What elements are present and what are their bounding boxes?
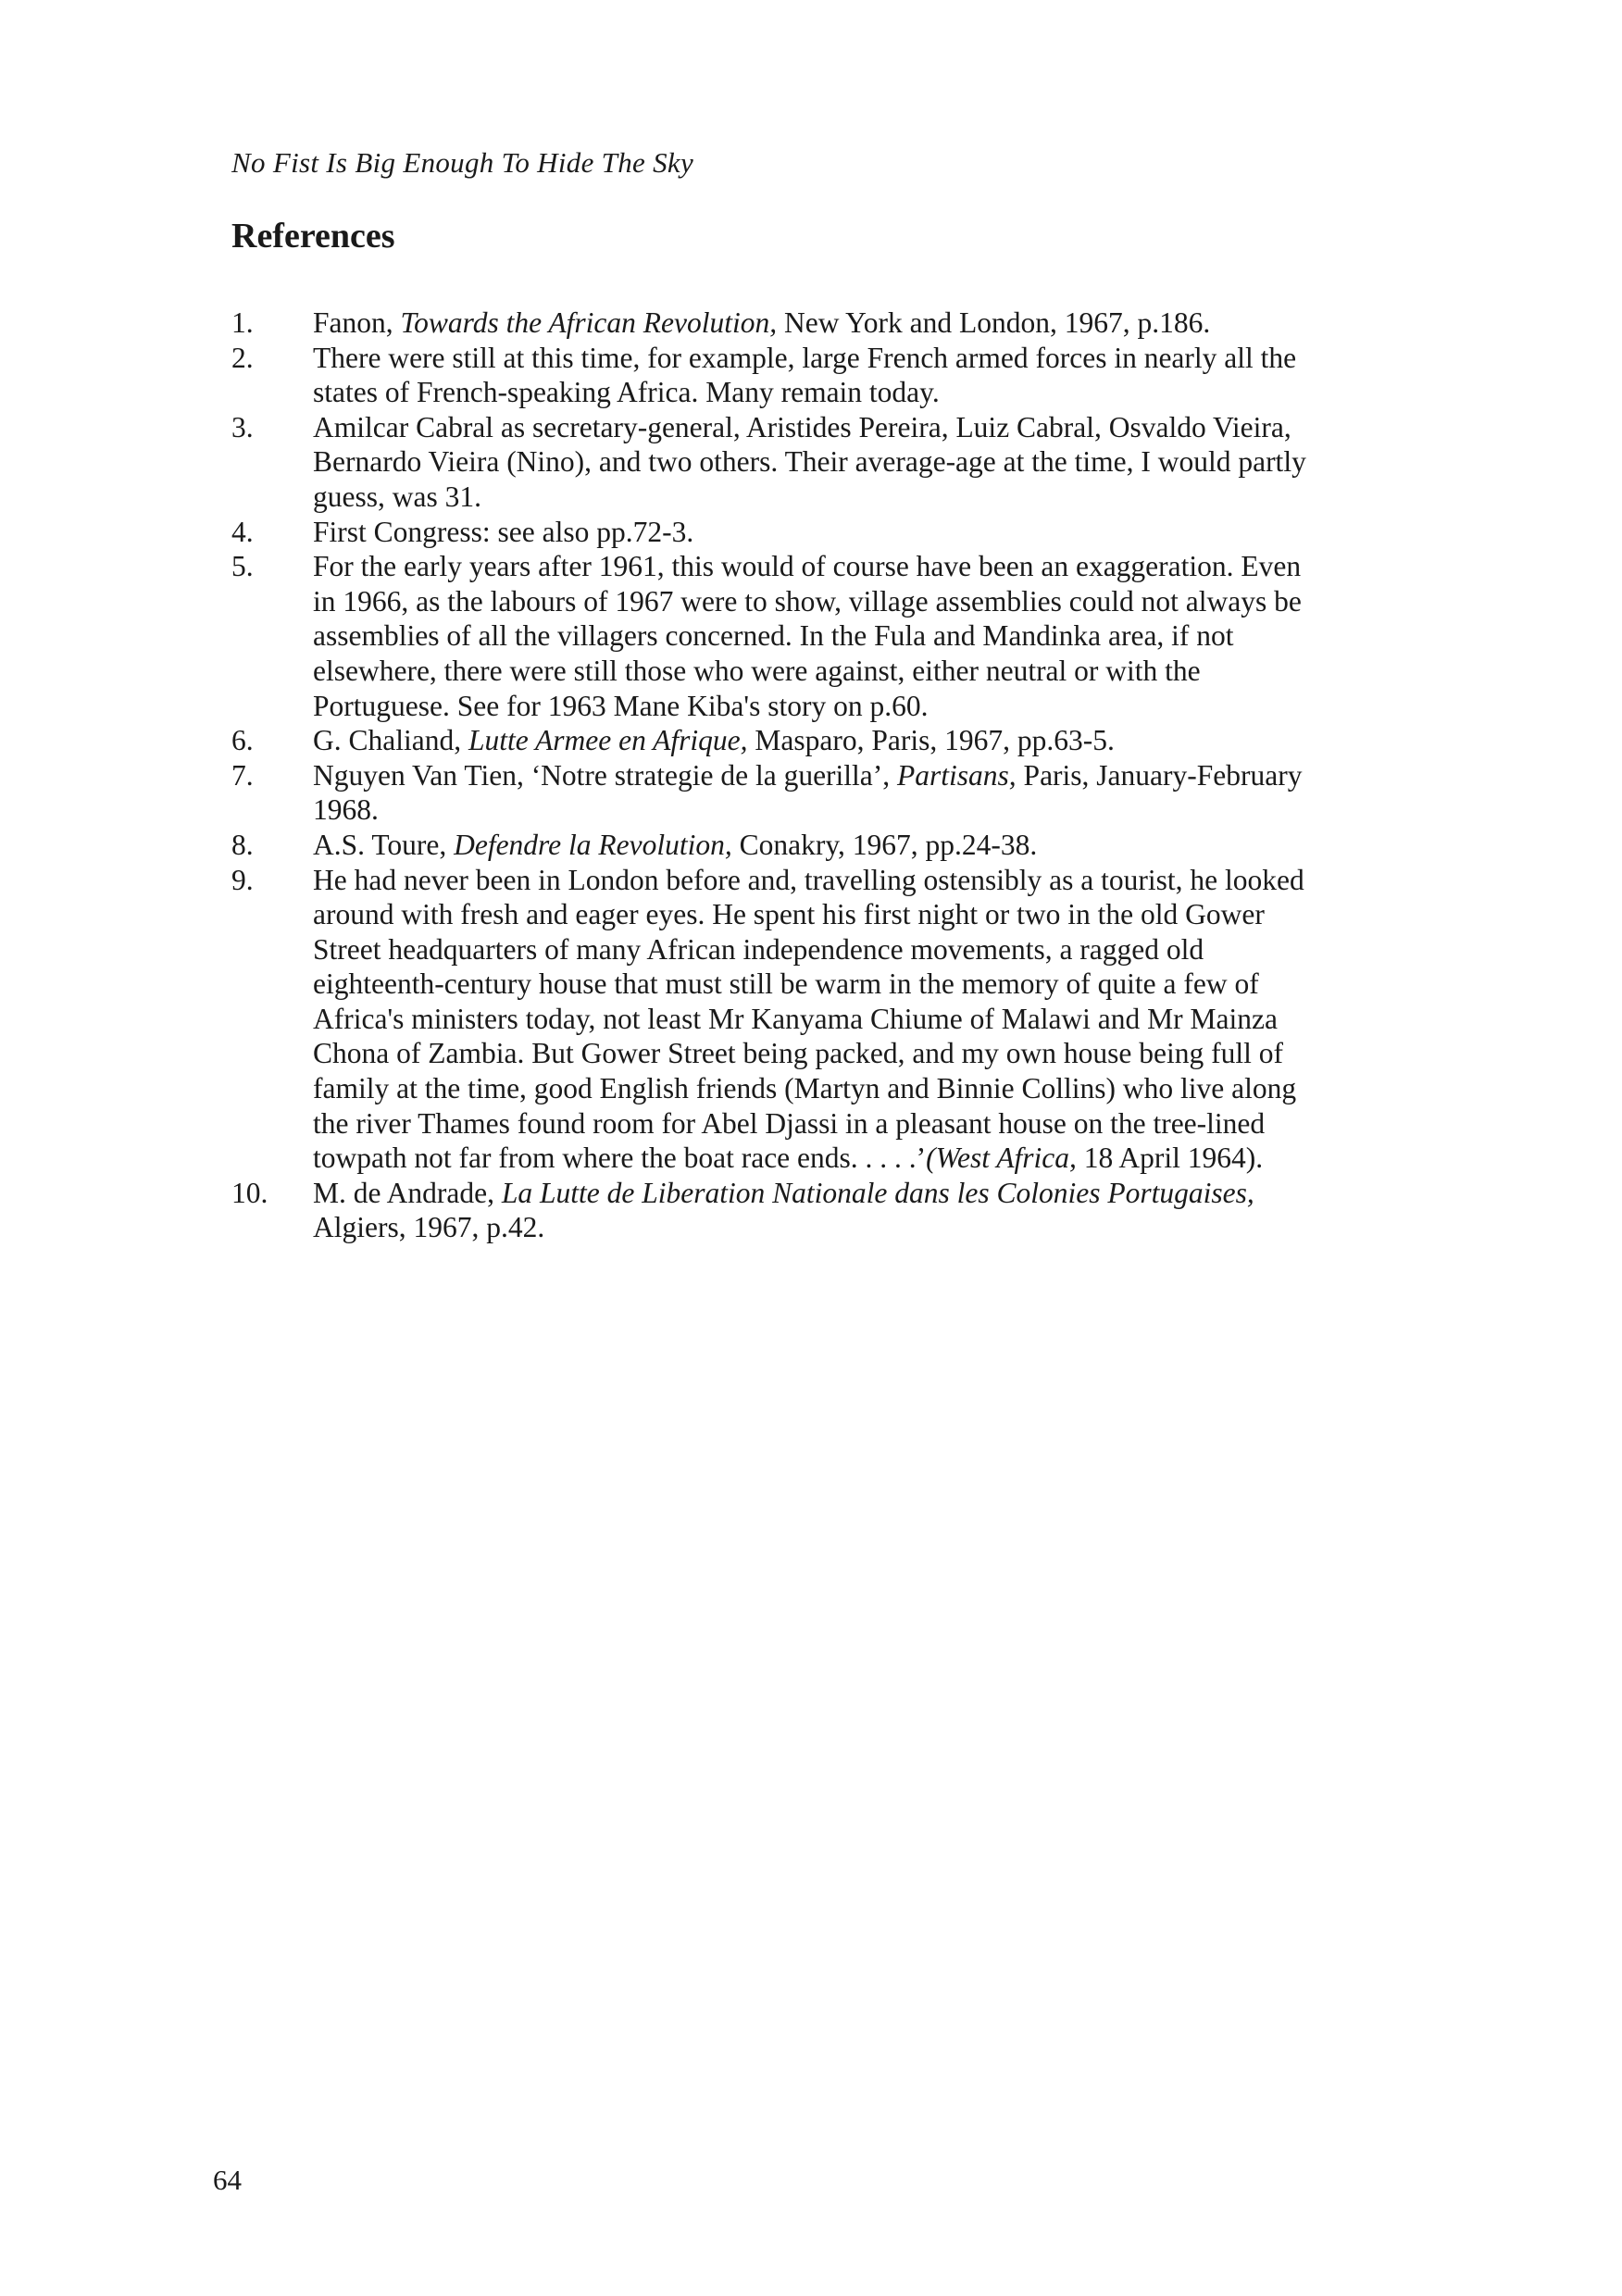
reference-item — [231, 758, 1324, 828]
reference-text — [313, 341, 1324, 410]
reference-number: 6. — [231, 724, 254, 757]
reference-item — [231, 515, 1324, 550]
section-title: References — [231, 217, 395, 256]
reference-text — [313, 863, 1324, 1176]
reference-title-italic: Lutte Armee en Afrique, — [468, 724, 748, 757]
reference-text — [313, 549, 1324, 723]
reference-text-run: Amilcar Cabral as secretary-general, Aristides Pereira, Luiz Cabral, Osvaldo Vieira, Bernardo Vieira (Nino), and two others. Their average-age at the time, I would partly guess, was 31. — [313, 410, 1306, 513]
reference-text-run: M. de Andrade, — [313, 1176, 502, 1209]
reference-text-run: First Congress: see also pp.72-3. — [313, 515, 694, 548]
reference-text-run: G. Chaliand, — [313, 724, 468, 757]
reference-number: 8. — [231, 828, 254, 861]
reference-text — [313, 515, 1324, 550]
reference-text-run: For the early years after 1961, this would of course have been an exaggeration. Even in 1966, as the labours of 1967 were to show, village assemblies could not always be assemblies of all the villagers concerned. In the Fula and Mandinka area, if not elsewhere, there were still those who were against, either neutral or with the Portuguese. See for 1963 Mane Kiba's story on p.60. — [313, 550, 1302, 722]
reference-text-run: There were still at this time, for example, large French armed forces in nearly all the states of French-speaking Africa. Many remain today. — [313, 341, 1297, 409]
reference-text-run: Nguyen Van Tien, ‘Notre strategie de la guerilla’, — [313, 758, 898, 792]
reference-list — [231, 306, 1324, 1245]
reference-text — [313, 758, 1324, 828]
reference-text — [313, 410, 1324, 515]
reference-text-run: Paris, January-February 1968. — [313, 758, 1303, 827]
reference-number: 7. — [231, 758, 254, 792]
reference-title-italic: Partisans, — [897, 758, 1017, 792]
reference-item — [231, 723, 1324, 758]
reference-title-italic: (West Africa, — [926, 1142, 1077, 1175]
reference-item — [231, 828, 1324, 863]
reference-number: 3. — [231, 410, 254, 443]
reference-text-run: 18 April 1964). — [1076, 1142, 1264, 1175]
reference-text-run: Algiers, 1967, p.42. — [313, 1211, 545, 1244]
reference-item — [231, 341, 1324, 410]
reference-item — [231, 863, 1324, 1176]
reference-text — [313, 723, 1324, 758]
reference-text-run: A.S. Toure, — [313, 828, 455, 861]
running-title: No Fist Is Big Enough To Hide The Sky — [231, 146, 694, 179]
reference-item — [231, 410, 1324, 515]
reference-item — [231, 306, 1324, 341]
reference-text-run: Masparo, Paris, 1967, pp.63-5. — [747, 724, 1115, 757]
reference-text — [313, 828, 1324, 863]
reference-number: 2. — [231, 341, 254, 374]
reference-title-italic: La Lutte de Liberation Nationale dans les Colonies Portugaises, — [501, 1176, 1254, 1209]
reference-title-italic: Towards the African Revolution, — [400, 306, 778, 339]
reference-item — [231, 549, 1324, 723]
reference-number: 10. — [231, 1176, 268, 1209]
reference-item — [231, 1176, 1324, 1245]
reference-text — [313, 306, 1324, 341]
page-number: 64 — [213, 2164, 242, 2196]
reference-text-run: Conakry, 1967, pp.24-38. — [731, 828, 1038, 861]
reference-number: 1. — [231, 306, 254, 339]
reference-text-run: Fanon, — [313, 306, 401, 339]
reference-text-run: He had never been in London before and, travelling ostensibly as a tourist, he looked around with fresh and eager eyes. He spent his first night or two in the old Gower Street headquarters of many African independence movements, a ragged old eighteenth-century house that must still be warm in the memory of quite a few of Africa's ministers today, not least Mr Kanyama Chiume of Malawi and Mr Mainza Chona of Zambia. But Gower Street being packed, and my own house being full of family at the time, good English friends (Martyn and Binnie Collins) who live along the river Thames found room for Abel Djassi in a pleasant house on the tree-lined towpath not far from where the boat race ends. . . . .’ — [313, 863, 1304, 1175]
reference-text-run: New York and London, 1967, p.186. — [777, 306, 1211, 339]
reference-number: 4. — [231, 515, 254, 548]
reference-number: 5. — [231, 550, 254, 583]
reference-title-italic: Defendre la Revolution, — [454, 828, 732, 861]
reference-text — [313, 1176, 1324, 1245]
reference-number: 9. — [231, 863, 254, 896]
